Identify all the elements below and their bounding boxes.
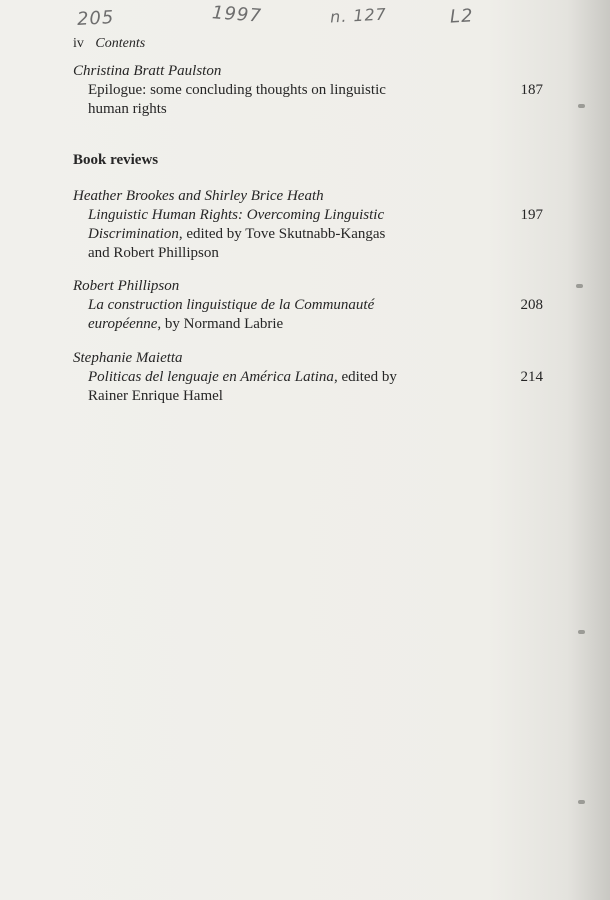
entry-author: Christina Bratt Paulston <box>73 63 222 79</box>
running-head-title: Contents <box>95 36 146 51</box>
page-folio: iv <box>73 36 84 51</box>
handwritten-note: L2 <box>449 5 475 28</box>
running-head <box>73 36 145 52</box>
section-heading: Book reviews <box>73 152 159 168</box>
handwritten-annotations <box>0 4 610 34</box>
entry-title: La construction linguistique de la Communauté européenne, by Normand Labrie <box>88 297 375 332</box>
entry-author: Heather Brookes and Shirley Brice Heath <box>73 188 324 204</box>
handwritten-note: 205 <box>76 7 115 30</box>
handwritten-note: n. 127 <box>329 4 388 27</box>
contents-entry <box>73 62 543 119</box>
review-entry <box>73 187 543 263</box>
entry-title: Politicas del lenguaje en América Latina, edited by Rainer Enrique Hamel <box>88 369 397 404</box>
entry-title: Epilogue: some concluding thoughts on linguistic human rights <box>88 82 386 117</box>
edge-mark <box>578 800 585 804</box>
review-entry <box>73 349 543 406</box>
edge-mark <box>576 284 583 288</box>
review-entry <box>73 277 543 334</box>
entry-page-number: 197 <box>520 207 543 223</box>
entry-page-number: 208 <box>520 297 543 313</box>
handwritten-note: 1997 <box>211 2 263 27</box>
entry-author: Robert Phillipson <box>73 278 180 294</box>
entry-title: Linguistic Human Rights: Overcoming Linguistic Discrimination, edited by Tove Skutnabb-Kangas and Robert Phillipson <box>88 207 386 261</box>
edge-mark <box>578 104 585 108</box>
entry-page-number: 214 <box>520 369 543 385</box>
entry-author: Stephanie Maietta <box>73 350 183 366</box>
edge-mark <box>578 630 585 634</box>
entry-page-number: 187 <box>520 82 543 98</box>
